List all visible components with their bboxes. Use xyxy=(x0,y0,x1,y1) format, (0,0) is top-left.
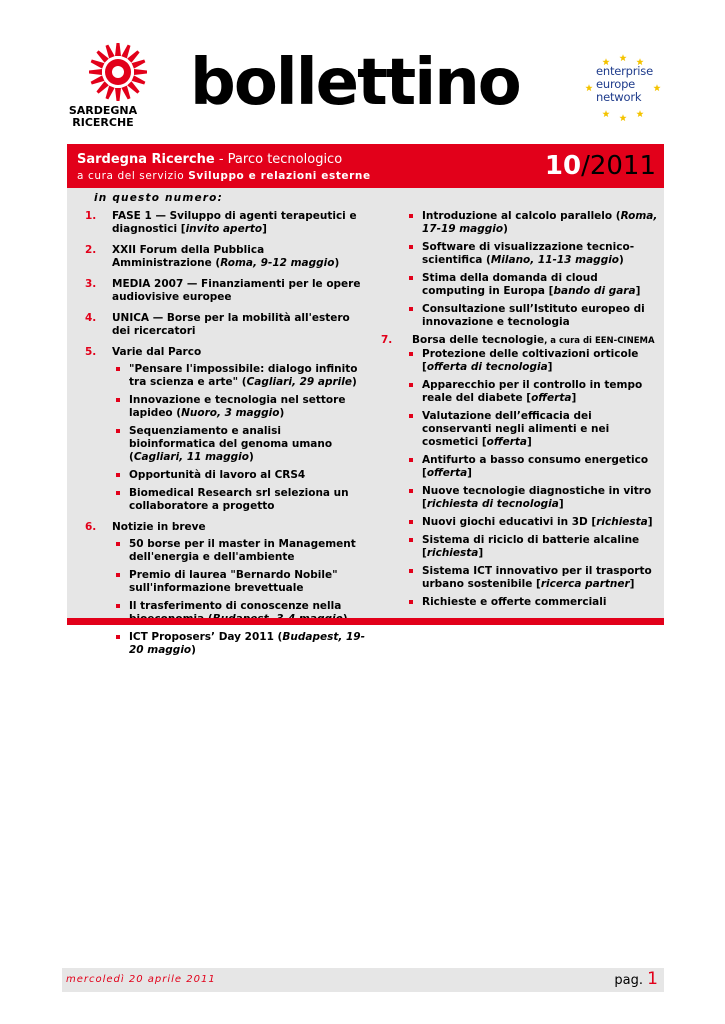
sub-list-item[interactable] xyxy=(367,210,664,236)
item-number: 6. xyxy=(85,521,97,533)
page-num: 1 xyxy=(647,969,658,989)
entry-italic: ricerca partner xyxy=(540,578,630,590)
entry-italic: Roma, 17-19 maggio xyxy=(422,210,658,235)
entry-text: Borsa delle tecnologie xyxy=(412,334,545,346)
entry-italic: richiesta di tecnologia xyxy=(426,498,559,510)
sardegna-ricerche-logo xyxy=(68,40,168,129)
entry-suffix: ] xyxy=(629,578,635,590)
entry-suffix: ) xyxy=(191,644,196,656)
logo-right-line1: enterprise xyxy=(596,64,653,78)
entry-suffix: ] xyxy=(478,547,484,559)
logo-right-line3: network xyxy=(596,90,642,104)
entry-text: Consultazione sull’Istituto europeo di innovazione e tecnologia xyxy=(422,303,645,328)
entry-text: Richieste e offerte commerciali xyxy=(422,596,607,608)
entry-italic: offerta xyxy=(486,436,528,448)
entry-suffix: ] xyxy=(635,285,641,297)
contents-item-3[interactable] xyxy=(67,278,367,304)
issue-number xyxy=(545,151,656,181)
sub-list-item[interactable] xyxy=(367,485,664,511)
item-number: 5. xyxy=(85,346,97,358)
entry-text: Nuove tecnologie diagnostiche in vitro [ xyxy=(422,485,652,510)
sub-list-item[interactable] xyxy=(112,631,367,657)
issue-num: 10 xyxy=(544,151,582,181)
entry-suffix: ) xyxy=(619,254,624,266)
entry-text: Innovazione e tecnologia nel settore lapideo ( xyxy=(129,394,346,419)
sub-list xyxy=(112,538,367,657)
banner-org: Sardegna Ricerche xyxy=(77,152,215,167)
entry-text: XXII Forum della Pubblica Amministrazione ( xyxy=(112,244,265,269)
entry-suffix: ) xyxy=(248,451,254,463)
sun-logo-icon xyxy=(83,40,153,102)
footer xyxy=(62,968,664,992)
entry-text: ICT Proposers’ Day 2011 ( xyxy=(129,631,283,643)
item-number: 1. xyxy=(85,210,97,222)
sub-list-item[interactable] xyxy=(112,538,367,564)
entry-text: Sistema ICT innovativo per il trasporto urbano sostenibile [ xyxy=(422,565,652,590)
sub-list-item[interactable] xyxy=(367,596,664,609)
entry-text: Software di visualizzazione tecnico-scientifica ( xyxy=(422,241,635,266)
entry-text: Notizie in breve xyxy=(112,521,206,533)
entry-italic: Cagliari, 11 maggio xyxy=(133,451,249,463)
contents-heading: in questo numero: xyxy=(94,192,223,204)
footer-date: mercoledì 20 aprile 2011 xyxy=(66,974,216,985)
entry-text: Protezione delle coltivazioni orticole [ xyxy=(422,348,639,373)
entry-text: Sequenziamento e analisi bioinformatica del genoma umano ( xyxy=(129,425,333,463)
entry-italic: invito aperto xyxy=(185,223,263,235)
logo-left-line1: SARDEGNA xyxy=(68,104,138,117)
entry-text: Varie dal Parco xyxy=(112,346,202,358)
issue-year: /2011 xyxy=(581,151,656,181)
entry-italic: Cagliari, 29 aprile xyxy=(246,376,352,388)
sub-list xyxy=(112,363,367,513)
contents-panel xyxy=(67,188,664,656)
credit-name: EEN-CINEMA xyxy=(594,336,655,346)
entry-text: Biomedical Research srl seleziona un collaboratore a progetto xyxy=(129,487,349,512)
entry-text: Antifurto a basso consumo energetico [ xyxy=(422,454,649,479)
entry-text: 50 borse per il master in Management dell'energia e dell'ambiente xyxy=(129,538,356,563)
entry-italic: offerta di tecnologia xyxy=(426,361,548,373)
panel-bottom-rule xyxy=(67,618,664,625)
entry-italic: offerta xyxy=(426,467,468,479)
sub-list-item[interactable] xyxy=(367,565,664,591)
entry-text: Nuovi giochi educativi in 3D [ xyxy=(422,516,597,528)
contents-item-1[interactable] xyxy=(67,210,367,236)
entry-suffix: ] xyxy=(527,436,532,448)
entry-suffix: ] xyxy=(647,516,653,528)
entry-text: Apparecchio per il controllo in tempo reale del diabete [ xyxy=(422,379,643,404)
contents-right-column xyxy=(367,210,664,614)
sub-list xyxy=(367,210,664,329)
sub-list-item[interactable] xyxy=(367,534,664,560)
entry-suffix: ) xyxy=(279,407,285,419)
banner-org-suffix: - Parco tecnologico xyxy=(214,152,343,167)
sub-list-item[interactable] xyxy=(112,363,367,389)
entry-italic: richiesta xyxy=(596,516,648,528)
contents-item-4[interactable] xyxy=(67,312,367,338)
enterprise-europe-network-logo xyxy=(583,53,673,123)
entry-text: Opportunità di lavoro al CRS4 xyxy=(129,469,306,481)
entry-text: FASE 1 — Sviluppo di agenti terapeutici e diagnostici [ xyxy=(112,210,357,235)
sub-list-item[interactable] xyxy=(112,487,367,513)
contents-item-5[interactable] xyxy=(67,346,367,513)
sub-list-item[interactable] xyxy=(112,394,367,420)
entry-text: Stima della domanda di cloud computing in Europa [ xyxy=(422,272,598,297)
entry-text: Premio di laurea "Bernardo Nobile" sull'informazione brevettuale xyxy=(129,569,338,594)
newsletter-title: bollettino xyxy=(190,46,520,120)
entry-italic: richiesta xyxy=(426,547,479,559)
logo-left-line2: RICERCHE xyxy=(72,116,134,129)
sub-list-item[interactable] xyxy=(112,425,367,464)
item-number: 7. xyxy=(381,334,393,346)
entry-text: Introduzione al calcolo parallelo ( xyxy=(422,210,621,222)
entry-text: MEDIA 2007 — Finanziamenti per le opere audiovisive europee xyxy=(112,278,361,303)
contents-item-7[interactable] xyxy=(367,334,664,609)
entry-suffix: ) xyxy=(503,223,508,235)
sub-list-item[interactable] xyxy=(367,454,664,480)
entry-italic: Budapest, 19-20 maggio xyxy=(129,631,365,656)
entry-italic: Milano, 11-13 maggio xyxy=(490,254,620,266)
page-label: pag. xyxy=(614,973,648,988)
sub-list-item[interactable] xyxy=(112,569,367,595)
sub-list-item[interactable] xyxy=(367,516,664,529)
entry-text: Il trasferimento di conoscenze nella xyxy=(129,600,342,612)
item7-credit xyxy=(544,336,654,346)
contents-item-2[interactable] xyxy=(67,244,367,270)
sub-list xyxy=(367,348,664,609)
sub-list-item[interactable] xyxy=(367,379,664,405)
entry-suffix: ] xyxy=(547,361,553,373)
entry-suffix: ] xyxy=(262,223,267,235)
entry-suffix: ] xyxy=(571,392,577,404)
entry-italic: Roma, 9-12 maggio xyxy=(220,257,335,269)
sub-list-item[interactable] xyxy=(112,469,367,482)
contents-left-column xyxy=(67,210,367,665)
header-banner xyxy=(67,144,664,188)
item-number: 4. xyxy=(85,312,97,324)
entry-text: "Pensare l'impossibile: dialogo infinito tra scienza e arte" ( xyxy=(129,363,358,388)
sub-list-item[interactable] xyxy=(367,241,664,267)
entry-text: Sistema di riciclo di batterie alcaline [ xyxy=(422,534,640,559)
contents-item-6[interactable] xyxy=(67,521,367,657)
entry-text: UNICA — Borse per la mobilità all'estero dei ricercatori xyxy=(112,312,350,337)
entry-suffix: ] xyxy=(467,467,472,479)
banner-service-prefix: a cura del servizio xyxy=(77,170,189,182)
banner-service: Sviluppo e relazioni esterne xyxy=(188,170,371,182)
entry-suffix: ) xyxy=(334,257,340,269)
credit-prefix: , a cura di xyxy=(544,336,595,346)
sub-list-item[interactable] xyxy=(367,348,664,374)
entry-italic: offerta xyxy=(531,392,572,404)
entry-suffix: ) xyxy=(351,376,357,388)
entry-italic: Nuoro, 3 maggio xyxy=(181,407,280,419)
sub-list-item[interactable] xyxy=(367,272,664,298)
page-number xyxy=(614,969,658,989)
entry-text: Valutazione dell’efficacia dei conservanti negli alimenti e nei cosmetici [ xyxy=(422,410,610,448)
entry-italic: bando di gara xyxy=(553,285,636,297)
logo-right-line2: europe xyxy=(596,77,636,91)
item-number: 2. xyxy=(85,244,97,256)
sub-list-item[interactable] xyxy=(367,410,664,449)
item-number: 3. xyxy=(85,278,97,290)
entry-suffix: ] xyxy=(558,498,564,510)
sub-list-item[interactable] xyxy=(367,303,664,329)
